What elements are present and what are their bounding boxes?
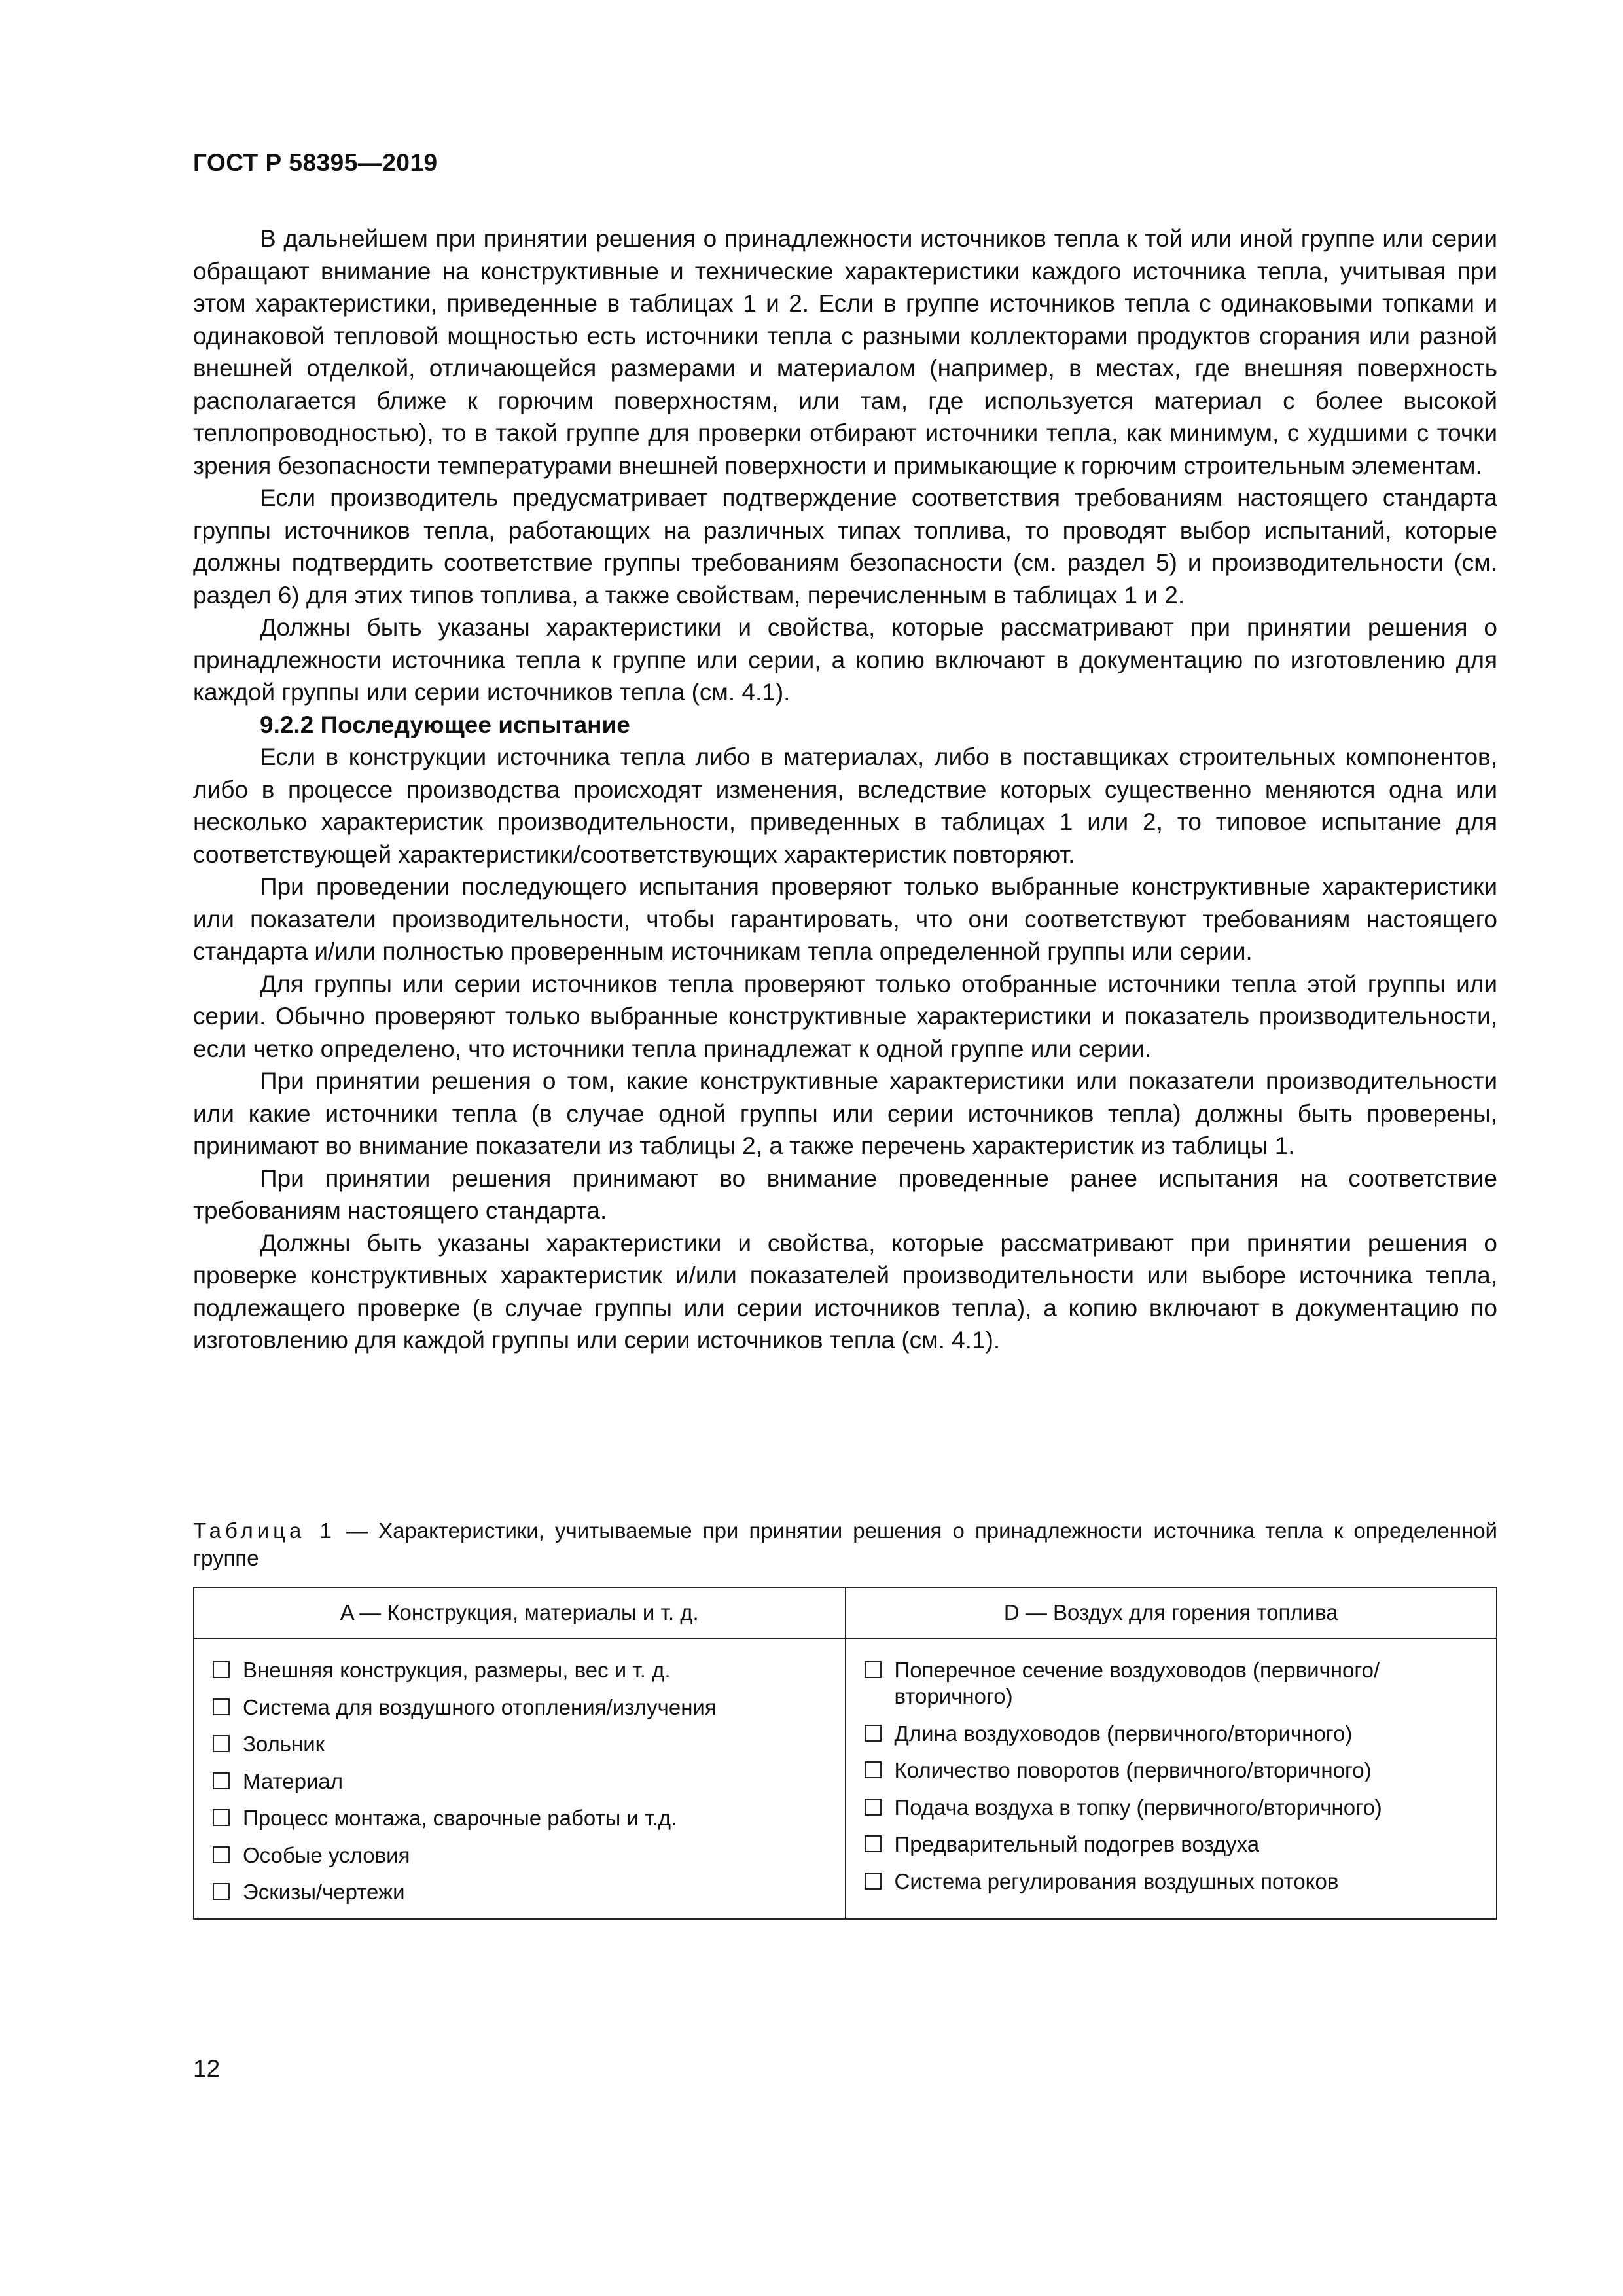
- list-item-label: Система для воздушного отопления/излучения: [243, 1695, 717, 1719]
- list-item-label: Количество поворотов (первичного/вторичного): [894, 1758, 1372, 1782]
- list-item-label: Эскизы/чертежи: [243, 1880, 405, 1904]
- checkbox-icon: [865, 1799, 882, 1816]
- list-item: [865, 1831, 1477, 1857]
- list-item-label: Предварительный подогрев воздуха: [894, 1832, 1260, 1856]
- paragraph-group-series-check: Для группы или серии источников тепла проверяют только отобранные источники тепла этой группы или серии. Обычно проверяют только выбранные конструктивные характеристики и показатель производительности, если четко определено, что источники тепла принадлежат к одной группе или серии.: [193, 970, 1497, 1062]
- list-item: [865, 1721, 1477, 1747]
- list-item: [213, 1731, 825, 1757]
- checkbox-icon: [865, 1873, 882, 1890]
- table-header-row: [194, 1587, 1497, 1638]
- column-header-combustion-air: D — Воздух для горения топлива: [846, 1587, 1497, 1638]
- combustion-air-checklist: [865, 1657, 1477, 1895]
- checkbox-icon: [865, 1761, 882, 1778]
- paragraph-design-changes: Если в конструкции источника тепла либо в материалах, либо в поставщиках строительных компонентов, либо в процессе производства происходят изменения, вследствие которых существенно меняются одна или несколько характеристик производительности, приведенных в таблицах 1 или 2, то типовое испытание для соответствующей характеристики/соответствующих характеристик повторяют.: [193, 744, 1497, 868]
- paragraph-fuel-types: Если производитель предусматривает подтверждение соответствия требованиям настоящего стандарта группы источников тепла, работающих на различных типах топлива, то проводят выбор испытаний, которые должны подтвердить соответствие группы требованиям безопасности (см. раздел 5) и производительности (см. раздел 6) для этих типов топлива, а также свойствам, перечисленным в таблицах 1 и 2.: [193, 484, 1497, 609]
- page-number: 12: [193, 2055, 221, 2082]
- checkbox-icon: [213, 1698, 230, 1715]
- subsection-heading-9-2-2: 9.2.2 Последующее испытание: [260, 711, 630, 738]
- checkbox-icon: [213, 1735, 230, 1752]
- construction-checklist: [213, 1657, 825, 1905]
- body-text: [193, 223, 1497, 1357]
- column-header-construction: A — Конструкция, материалы и т. д.: [194, 1587, 846, 1638]
- checkbox-icon: [213, 1883, 230, 1900]
- table-1-caption-label: Таблица 1: [193, 1518, 336, 1543]
- list-item: [865, 1757, 1477, 1784]
- checkbox-icon: [865, 1725, 882, 1742]
- table-1-caption: [193, 1517, 1497, 1572]
- list-item-label: Внешняя конструкция, размеры, вес и т. д.: [243, 1658, 671, 1682]
- list-item-label: Поперечное сечение воздуховодов (первичного/вторичного): [894, 1658, 1380, 1708]
- paragraph-decision-criteria: При принятии решения о том, какие конструктивные характеристики или показатели производительности или какие источники тепла (в случае одной группы или серии источников тепла) должны быть проверены, принимают во внимание показатели из таблицы 2, а также перечень характеристик из таблицы 1.: [193, 1067, 1497, 1159]
- list-item: [213, 1805, 825, 1831]
- document-standard-code: ГОСТ Р 58395—2019: [193, 149, 438, 176]
- paragraph-subsequent-test-scope: При проведении последующего испытания проверяют только выбранные конструктивные характеристики или показатели производительности, чтобы гарантировать, что они соответствуют требованиям настоящего стандарта и/или полностью проверенным источникам тепла определенной группы или серии.: [193, 873, 1497, 965]
- list-item: [865, 1795, 1477, 1821]
- table-1-block: [193, 1517, 1497, 1920]
- list-item-label: Подача воздуха в топку (первичного/вторичного): [894, 1795, 1382, 1820]
- list-item: [213, 1879, 825, 1905]
- list-item: [865, 1657, 1477, 1710]
- list-item-label: Особые условия: [243, 1842, 410, 1867]
- list-item: [213, 1768, 825, 1795]
- checkbox-icon: [213, 1846, 230, 1863]
- paragraph-previous-tests: При принятии решения принимают во внимание проведенные ранее испытания на соответствие требованиям настоящего стандарта.: [193, 1164, 1497, 1224]
- list-item-label: Система регулирования воздушных потоков: [894, 1869, 1339, 1893]
- checkbox-icon: [865, 1661, 882, 1678]
- table-1: [193, 1587, 1497, 1920]
- column-combustion-air-cell: [846, 1638, 1497, 1919]
- list-item: [213, 1695, 825, 1721]
- list-item: [213, 1842, 825, 1869]
- paragraph-documentation-check: Должны быть указаны характеристики и свойства, которые рассматривают при принятии решения о проверке конструктивных характеристик и/или показателей производительности или выборе источника тепла, подлежащего проверке (в случае группы или серии источников тепла), а копию включают в документацию по изготовлению для каждой группы или серии источников тепла (см. 4.1).: [193, 1229, 1497, 1354]
- paragraph-group-selection: В дальнейшем при принятии решения о принадлежности источников тепла к той или иной группе или серии обращают внимание на конструктивные и технические характеристики каждого источника тепла, учитывая при этом характеристики, приведенные в таблицах 1 и 2. Если в группе источников тепла с одинаковыми топками и одинаковой тепловой мощностью есть источники тепла с разными коллекторами продуктов сгорания или разной внешней отделкой, отличающейся размерами и материалом (например, в местах, где внешняя поверхность располагается ближе к горючим поверхностям, или там, где используется материал с более высокой теплопроводностью), то в такой группе для проверки отбирают источники тепла, как минимум, с худшими с точки зрения безопасности температурами внешней поверхности и примыкающие к горючим строительным элементам.: [193, 225, 1497, 479]
- checkbox-icon: [213, 1809, 230, 1826]
- list-item-label: Зольник: [243, 1732, 325, 1756]
- list-item: [865, 1869, 1477, 1895]
- checkbox-icon: [213, 1661, 230, 1678]
- paragraph-documentation-group: Должны быть указаны характеристики и свойства, которые рассматривают при принятии решения о принадлежности источника тепла к группе или серии, а копию включают в документацию по изготовлению для каждой группы или серии источников тепла (см. 4.1).: [193, 614, 1497, 706]
- table-1-caption-text: — Характеристики, учитываемые при принятии решения о принадлежности источника тепла к определенной группе: [193, 1518, 1497, 1570]
- checkbox-icon: [213, 1772, 230, 1789]
- checkbox-icon: [865, 1835, 882, 1852]
- list-item-label: Длина воздуховодов (первичного/вторичного): [894, 1721, 1353, 1746]
- list-item: [213, 1657, 825, 1683]
- column-construction-cell: [194, 1638, 846, 1919]
- list-item-label: Материал: [243, 1768, 343, 1793]
- table-row: [194, 1638, 1497, 1919]
- list-item-label: Процесс монтажа, сварочные работы и т.д.: [243, 1806, 677, 1830]
